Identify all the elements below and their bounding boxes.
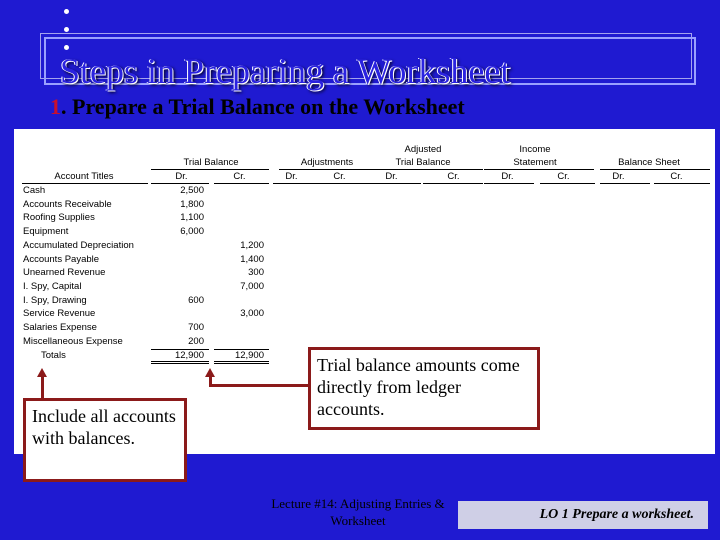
connector-line bbox=[209, 384, 309, 387]
header-rule bbox=[279, 169, 369, 170]
trial-balance-dr: 2,500 bbox=[180, 185, 204, 196]
connector-line bbox=[41, 376, 44, 400]
account-title: Accumulated Depreciation bbox=[23, 239, 134, 251]
col-header-cr: Cr. bbox=[670, 171, 683, 182]
trial-balance-cr: 7,000 bbox=[240, 280, 264, 292]
col-header-cr: Cr. bbox=[447, 171, 460, 182]
header-rule bbox=[151, 183, 209, 184]
col-header-dr: Dr. bbox=[385, 171, 398, 182]
learning-objective: LO 1 Prepare a worksheet. bbox=[458, 501, 708, 529]
header-rule bbox=[273, 183, 318, 184]
totals-double-rule bbox=[214, 361, 269, 362]
slide-title: Steps in Preparing a Worksheet bbox=[60, 51, 511, 91]
header-rule bbox=[600, 169, 710, 170]
trial-balance-dr: 1,100 bbox=[180, 212, 204, 224]
col-header-dr: Dr. bbox=[501, 171, 514, 182]
adjusted-header-line2: Trial Balance bbox=[395, 157, 451, 168]
col-header-cr: Cr. bbox=[557, 171, 570, 182]
total-dr: 12,900 bbox=[174, 349, 204, 361]
trial-balance-cr: 300 bbox=[248, 267, 264, 279]
income-header-line2: Statement bbox=[513, 157, 557, 168]
account-title: Accounts Receivable bbox=[23, 198, 112, 210]
account-title: Service Revenue bbox=[23, 308, 96, 320]
step-number: 1 bbox=[50, 94, 61, 119]
col-header-cr: Cr. bbox=[233, 171, 246, 182]
trial-balance-cr: 1,400 bbox=[240, 253, 264, 265]
adjustments-header: Adjustments bbox=[300, 157, 354, 168]
lecture-footer: Lecture #14: Adjusting Entries & Worksheet bbox=[271, 496, 445, 528]
header-rule bbox=[22, 183, 148, 184]
header-rule bbox=[363, 169, 483, 170]
account-title: Accounts Payable bbox=[23, 253, 100, 265]
account-title: I. Spy, Capital bbox=[23, 280, 82, 292]
decor-dot bbox=[64, 9, 69, 14]
trial-balance-dr: 6,000 bbox=[180, 226, 204, 238]
account-titles-header: Account Titles bbox=[54, 171, 114, 182]
header-rule bbox=[423, 183, 483, 184]
trial-balance-dr: 200 bbox=[188, 335, 204, 347]
decor-dot bbox=[64, 27, 69, 32]
arrow-up-icon bbox=[205, 368, 215, 377]
account-title: Salaries Expense bbox=[23, 322, 97, 333]
balance-sheet-header: Balance Sheet bbox=[618, 157, 680, 168]
account-title: Miscellaneous Expense bbox=[23, 335, 123, 347]
header-rule bbox=[484, 183, 534, 184]
account-title: Cash bbox=[23, 185, 46, 196]
col-header-dr: Dr. bbox=[285, 171, 298, 182]
col-header-cr: Cr. bbox=[333, 171, 346, 182]
totals-label: Totals bbox=[41, 349, 66, 361]
header-rule bbox=[151, 169, 269, 170]
step-text: . Prepare a Trial Balance on the Worksheet bbox=[61, 94, 465, 119]
trial-balance-cr: 1,200 bbox=[240, 239, 264, 251]
header-rule bbox=[600, 183, 650, 184]
step-heading bbox=[50, 94, 465, 120]
trial-balance-dr: 1,800 bbox=[180, 198, 204, 210]
header-rule bbox=[654, 183, 710, 184]
adjusted-header-line1: Adjusted bbox=[404, 144, 442, 155]
col-header-dr: Dr. bbox=[175, 171, 188, 182]
totals-double-rule bbox=[151, 361, 209, 362]
header-rule bbox=[363, 183, 421, 184]
account-title: Unearned Revenue bbox=[23, 267, 106, 279]
total-cr: 12,900 bbox=[234, 349, 264, 361]
trial-balance-note: Trial balance amounts come directly from ledger accounts. bbox=[308, 347, 540, 430]
trial-balance-cr: 3,000 bbox=[240, 308, 264, 320]
include-accounts-note: Include all accounts with balances. bbox=[23, 398, 187, 482]
totals-double-rule bbox=[214, 363, 269, 364]
trial-balance-dr: 600 bbox=[188, 294, 204, 306]
account-title: I. Spy, Drawing bbox=[23, 294, 87, 306]
arrow-up-icon bbox=[37, 368, 47, 377]
trial-balance-header: Trial Balance bbox=[183, 157, 239, 168]
col-header-dr: Dr. bbox=[612, 171, 625, 182]
header-rule bbox=[484, 169, 594, 170]
header-rule bbox=[214, 183, 269, 184]
trial-balance-dr: 700 bbox=[188, 322, 204, 333]
header-rule bbox=[318, 183, 364, 184]
totals-double-rule bbox=[151, 363, 209, 364]
header-rule bbox=[540, 183, 595, 184]
income-header-line1: Income bbox=[519, 144, 551, 155]
account-title: Roofing Supplies bbox=[23, 212, 95, 224]
account-title: Equipment bbox=[23, 226, 69, 238]
